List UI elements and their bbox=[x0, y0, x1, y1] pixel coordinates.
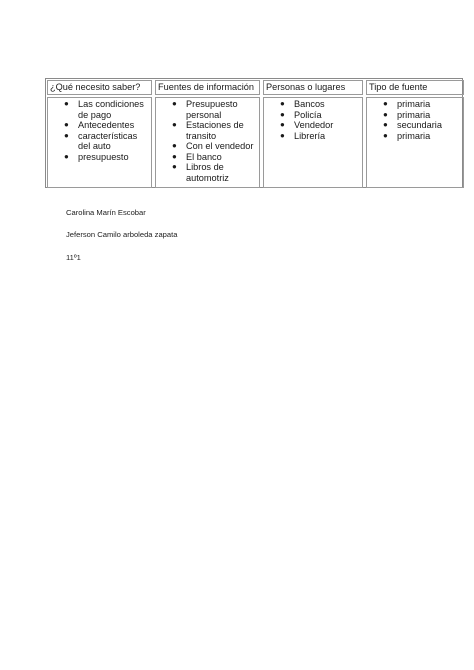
list-item: ● Con el vendedor bbox=[172, 141, 254, 151]
bullet-icon: ● bbox=[383, 109, 388, 119]
bullet-icon: ● bbox=[172, 99, 177, 108]
list-item: ● Libros de automotriz bbox=[172, 162, 229, 183]
table-cell-source-type bbox=[366, 97, 464, 188]
author-name-2: Jeferson Camilo arboleda zapata bbox=[66, 230, 178, 239]
author-name-1: Carolina Marín Escobar bbox=[66, 208, 146, 217]
list-item: ● El banco bbox=[172, 151, 222, 162]
grade-label: 11º1 bbox=[66, 253, 81, 262]
bullet-list bbox=[264, 99, 360, 141]
sources-table bbox=[45, 78, 463, 188]
bullet-list bbox=[156, 99, 257, 183]
table-cell-what-to-know bbox=[47, 97, 152, 188]
bullet-icon: ● bbox=[64, 130, 69, 140]
list-item: ● presupuesto bbox=[64, 151, 129, 162]
bullet-icon: ● bbox=[172, 151, 177, 161]
bullet-icon: ● bbox=[383, 99, 388, 108]
bullet-icon: ● bbox=[280, 99, 285, 108]
list-item: ● primaria bbox=[383, 99, 431, 109]
bullet-icon: ● bbox=[64, 99, 69, 108]
table-header-what-to-know: ¿Qué necesito saber? bbox=[47, 80, 152, 95]
bullet-icon: ● bbox=[280, 130, 285, 140]
list-item: ● Policía bbox=[280, 109, 322, 120]
bullet-icon: ● bbox=[172, 141, 177, 150]
list-item: ● Vendedor bbox=[280, 120, 334, 130]
bullet-list bbox=[367, 99, 461, 141]
list-item: ● Presupuesto personal bbox=[172, 99, 238, 120]
list-item: ● Antecedentes bbox=[64, 120, 135, 130]
bullet-icon: ● bbox=[383, 130, 388, 140]
list-item: ● Librería bbox=[280, 130, 326, 141]
bullet-icon: ● bbox=[280, 109, 285, 119]
list-item: ● Estaciones de transito bbox=[172, 120, 244, 141]
bullet-icon: ● bbox=[172, 162, 177, 171]
table-header-information-sources: Fuentes de información bbox=[155, 80, 260, 95]
list-item: ● secundaria bbox=[383, 120, 442, 130]
list-item: ● Las condiciones de pago bbox=[64, 99, 144, 120]
table-header-source-type: Tipo de fuente bbox=[366, 80, 464, 95]
bullet-list bbox=[48, 99, 149, 162]
list-item: ● Bancos bbox=[280, 99, 325, 109]
bullet-icon: ● bbox=[280, 120, 285, 129]
list-item: ● primaria bbox=[383, 109, 431, 120]
list-item: ● primaria bbox=[383, 130, 431, 141]
bullet-icon: ● bbox=[64, 120, 69, 129]
bullet-icon: ● bbox=[64, 151, 69, 161]
list-item: ● características del auto bbox=[64, 130, 138, 151]
bullet-icon: ● bbox=[172, 120, 177, 129]
table-cell-information-sources bbox=[155, 97, 260, 188]
bullet-icon: ● bbox=[383, 120, 388, 129]
table-header-people-or-places: Personas o lugares bbox=[263, 80, 363, 95]
table-cell-people-or-places bbox=[263, 97, 363, 188]
